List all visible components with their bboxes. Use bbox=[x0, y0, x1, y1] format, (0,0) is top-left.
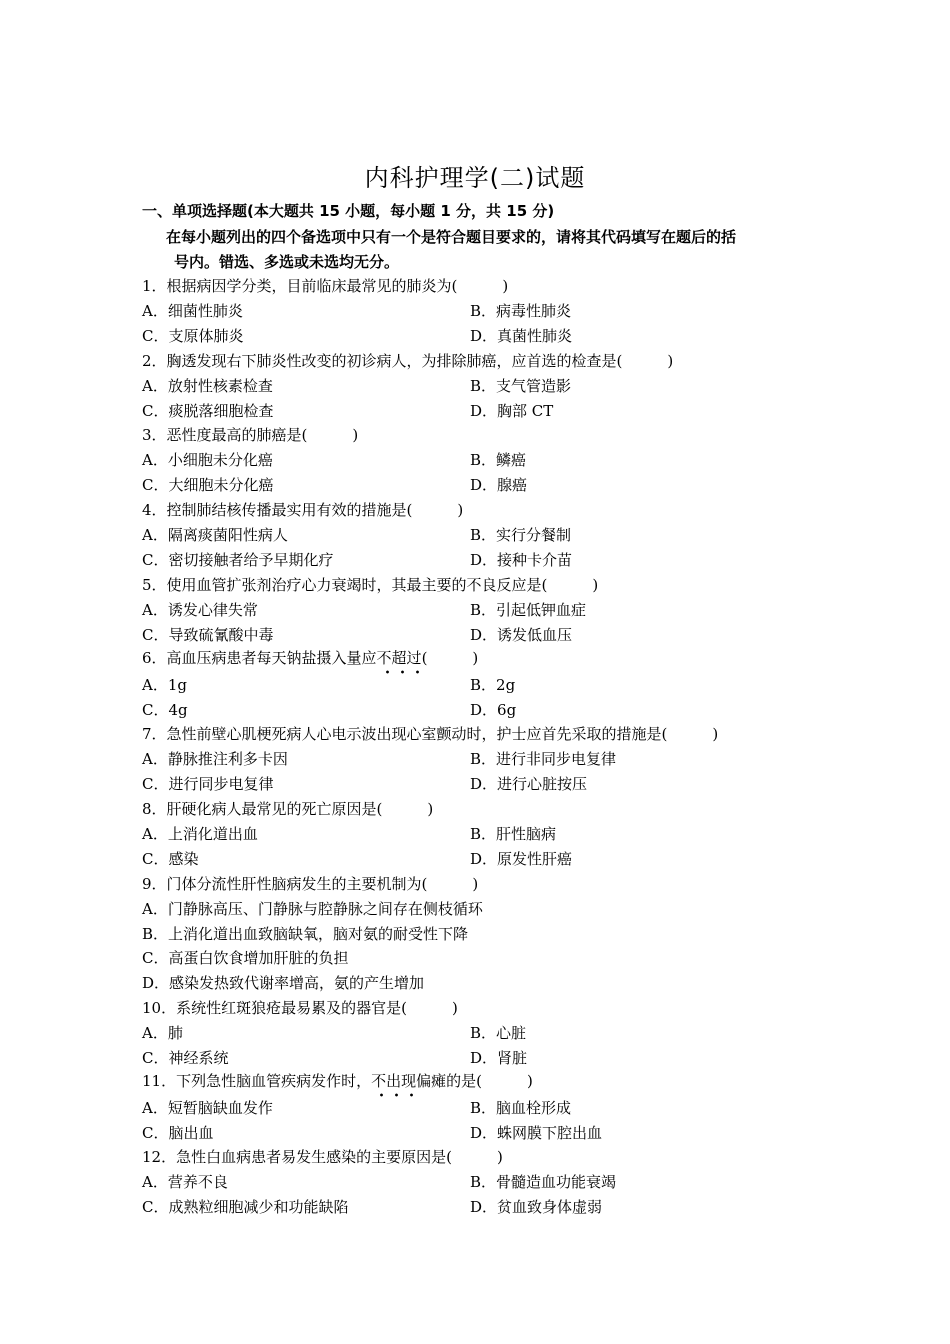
question-12-option-b: B．骨髓造血功能衰竭 bbox=[470, 1173, 617, 1191]
question-11-stem-post: 偏瘫的是( ) bbox=[416, 1072, 533, 1090]
section-heading: 一、单项选择题(本大题共 15 小题，每小题 1 分，共 15 分) bbox=[142, 202, 555, 220]
question-10-option-a: A．肺 bbox=[142, 1024, 183, 1042]
question-12-option-a: A．营养不良 bbox=[142, 1173, 228, 1191]
section-instructions bbox=[166, 225, 826, 275]
question-1-option-d: D．真菌性肺炎 bbox=[470, 327, 573, 345]
question-6-stem bbox=[142, 648, 478, 668]
question-5-option-a: A．诱发心律失常 bbox=[142, 601, 258, 619]
question-11-option-b: B．脑血栓形成 bbox=[470, 1099, 572, 1117]
question-3-option-a: A．小细胞未分化癌 bbox=[142, 451, 273, 469]
question-3-option-c: C．大细胞未分化癌 bbox=[142, 476, 274, 494]
question-8-option-c: C．感染 bbox=[142, 850, 199, 868]
question-7-option-d: D．进行心脏按压 bbox=[470, 775, 588, 793]
question-5-option-b: B．引起低钾血症 bbox=[470, 601, 587, 619]
question-2-option-a: A．放射性核素检查 bbox=[142, 377, 273, 395]
question-11-emphasis: 不出现 bbox=[371, 1072, 417, 1090]
question-10-option-d: D．肾脏 bbox=[470, 1049, 528, 1067]
question-3-stem: 3．恶性度最高的肺癌是( ) bbox=[142, 426, 359, 444]
question-9-option-b: B．上消化道出血致脑缺氧，脑对氨的耐受性下降 bbox=[142, 925, 469, 943]
question-4-option-d: D．接种卡介苗 bbox=[470, 551, 573, 569]
question-2-option-d: D．胸部 CT bbox=[470, 402, 554, 420]
question-12-stem: 12．急性白血病患者易发生感染的主要原因是( ) bbox=[142, 1148, 503, 1166]
question-6-option-b: B．2g bbox=[470, 676, 516, 694]
question-1-option-a: A．细菌性肺炎 bbox=[142, 302, 243, 320]
question-8-option-d: D．原发性肝癌 bbox=[470, 850, 573, 868]
question-12-option-d: D．贫血致身体虚弱 bbox=[470, 1198, 603, 1216]
question-3-option-d: D．腺癌 bbox=[470, 476, 528, 494]
question-2-option-c: C．痰脱落细胞检查 bbox=[142, 402, 274, 420]
question-3-option-b: B．鳞癌 bbox=[470, 451, 527, 469]
question-11-stem bbox=[142, 1071, 533, 1091]
question-7-stem: 7．急性前壁心肌梗死病人心电示波出现心室颤动时，护士应首先采取的措施是( ) bbox=[142, 725, 719, 743]
question-5-option-c: C．导致硫氰酸中毒 bbox=[142, 626, 274, 644]
question-10-option-c: C．神经系统 bbox=[142, 1049, 229, 1067]
question-2-option-b: B．支气管造影 bbox=[470, 377, 572, 395]
question-9-option-a: A．门静脉高压、门静脉与腔静脉之间存在侧枝循环 bbox=[142, 900, 483, 918]
question-7-option-b: B．进行非同步电复律 bbox=[470, 750, 617, 768]
question-5-option-d: D．诱发低血压 bbox=[470, 626, 573, 644]
question-12-option-c: C．成熟粒细胞减少和功能缺陷 bbox=[142, 1198, 349, 1216]
question-10-stem: 10．系统性红斑狼疮最易累及的器官是( ) bbox=[142, 999, 458, 1017]
question-6-stem-pre: 6．高血压病患者每天钠盐摄入量应 bbox=[142, 649, 377, 667]
question-6-option-c: C．4g bbox=[142, 701, 188, 719]
question-4-option-c: C．密切接触者给予早期化疗 bbox=[142, 551, 334, 569]
page-title: 内科护理学(二)试题 bbox=[364, 164, 586, 192]
question-1-option-b: B．病毒性肺炎 bbox=[470, 302, 572, 320]
question-11-option-d: D．蛛网膜下腔出血 bbox=[470, 1124, 603, 1142]
question-11-option-a: A．短暂脑缺血发作 bbox=[142, 1099, 273, 1117]
question-6-option-a: A．1g bbox=[142, 676, 187, 694]
question-6-option-d: D．6g bbox=[470, 701, 517, 719]
question-5-stem: 5．使用血管扩张剂治疗心力衰竭时，其最主要的不良反应是( ) bbox=[142, 576, 599, 594]
question-11-option-c: C．脑出血 bbox=[142, 1124, 214, 1142]
question-9-option-d: D．感染发热致代谢率增高，氨的产生增加 bbox=[142, 974, 425, 992]
question-9-stem: 9．门体分流性肝性脑病发生的主要机制为( ) bbox=[142, 875, 479, 893]
question-7-option-c: C．进行同步电复律 bbox=[142, 775, 274, 793]
instruction-line-2: 号内。错选、多选或未选均无分。 bbox=[174, 253, 400, 271]
question-11-stem-pre: 11．下列急性脑血管疾病发作时， bbox=[142, 1072, 372, 1090]
instruction-line-1: 在每小题列出的四个备选项中只有一个是符合题目要求的，请将其代码填写在题后的括 bbox=[166, 228, 737, 246]
question-10-option-b: B．心脏 bbox=[470, 1024, 527, 1042]
question-6-emphasis: 不超过 bbox=[376, 649, 422, 667]
question-8-option-b: B．肝性脑病 bbox=[470, 825, 557, 843]
question-2-stem: 2．胸透发现右下肺炎性改变的初诊病人，为排除肺癌，应首选的检查是( ) bbox=[142, 352, 674, 370]
question-4-option-a: A．隔离痰菌阳性病人 bbox=[142, 526, 288, 544]
question-4-option-b: B．实行分餐制 bbox=[470, 526, 572, 544]
question-9-option-c: C．高蛋白饮食增加肝脏的负担 bbox=[142, 949, 349, 967]
question-7-option-a: A．静脉推注利多卡因 bbox=[142, 750, 288, 768]
question-8-option-a: A．上消化道出血 bbox=[142, 825, 258, 843]
question-6-stem-post: ( ) bbox=[421, 649, 479, 667]
question-1-stem: 1．根据病因学分类，目前临床最常见的肺炎为( ) bbox=[142, 277, 509, 295]
question-8-stem: 8．肝硬化病人最常见的死亡原因是( ) bbox=[142, 800, 434, 818]
question-1-option-c: C．支原体肺炎 bbox=[142, 327, 244, 345]
question-4-stem: 4．控制肺结核传播最实用有效的措施是( ) bbox=[142, 501, 464, 519]
